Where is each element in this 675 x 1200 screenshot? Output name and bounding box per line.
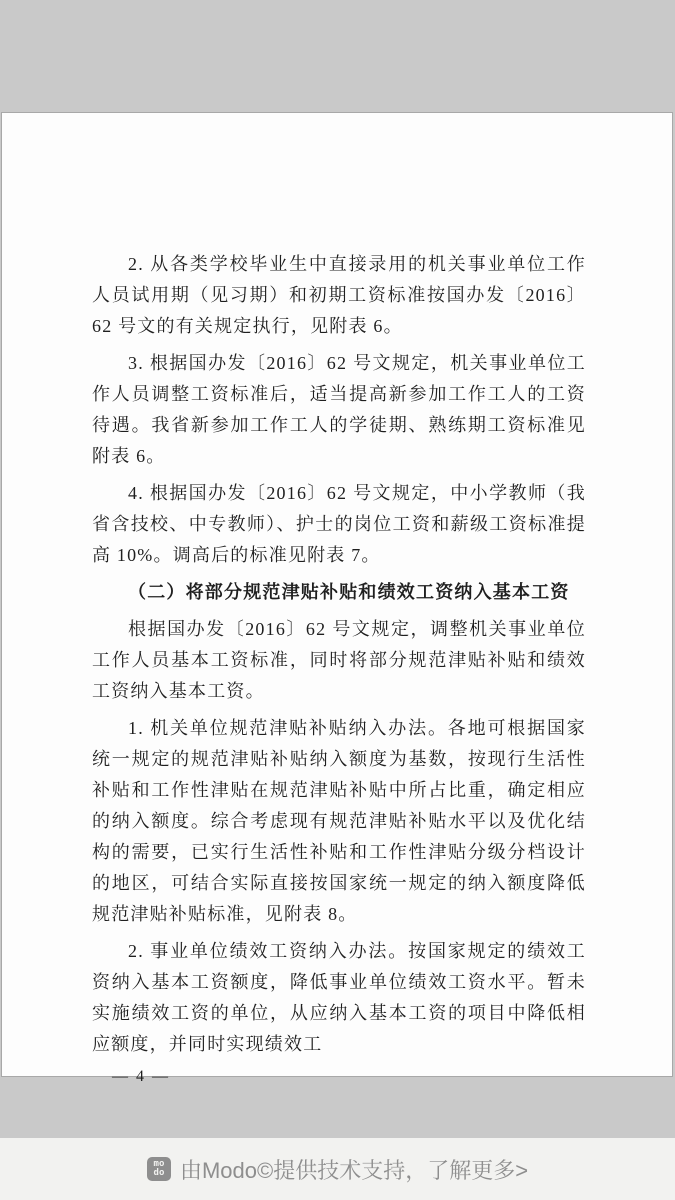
modo-logo-icon (147, 1157, 171, 1181)
page-number: — 4 — (112, 1068, 170, 1085)
paragraph: 1. 机关单位规范津贴补贴纳入办法。各地可根据国家统一规定的规范津贴补贴纳入额度为基数，按现行生活性补贴和工作性津贴在规范津贴补贴中所占比重，确定相应的纳入额度。综合考虑现有规范津贴补贴水平以及优化结构的需要，已实行生活性补贴和工作性津贴分级分档设计的地区，可结合实际直接按国家统一规定的纳入额度降低规范津贴补贴标准，见附表 8。 (92, 718, 586, 924)
paragraph: 3. 根据国办发〔2016〕62 号文规定，机关事业单位工作人员调整工资标准后，适当提高新参加工作工人的工资待遇。我省新参加工作工人的学徒期、熟练期工资标准见附表 6。 (92, 353, 586, 466)
paragraph: 2. 事业单位绩效工资纳入办法。按国家规定的绩效工资纳入基本工资额度，降低事业单位绩效工资水平。暂未实施绩效工资的单位，从应纳入基本工资的项目中降低相应额度，并同时实现绩效工 (92, 941, 586, 1054)
document-page (1, 112, 673, 1085)
modo-logo-text-bottom: do (153, 1168, 165, 1178)
paragraph: 2. 从各类学校毕业生中直接录用的机关事业单位工作人员试用期（见习期）和初期工资标准按国办发〔2016〕62 号文的有关规定执行，见附表 6。 (92, 254, 586, 336)
paragraph: 根据国办发〔2016〕62 号文规定，调整机关事业单位工作人员基本工资标准，同时将部分规范津贴补贴和绩效工资纳入基本工资。 (92, 619, 586, 701)
footer-powered-by-link[interactable] (0, 1138, 675, 1200)
modo-logo-text-top: mo (153, 1159, 165, 1169)
footer-powered-by-text: 由Modo©提供技术支持，了解更多> (179, 1157, 529, 1183)
paragraph: 4. 根据国办发〔2016〕62 号文规定，中小学教师（我省含技校、中专教师）、护士的岗位工资和薪级工资标准提高 10%。调高后的标准见附表 7。 (92, 483, 586, 565)
section-heading: （二）将部分规范津贴补贴和绩效工资纳入基本工资 (128, 582, 570, 602)
